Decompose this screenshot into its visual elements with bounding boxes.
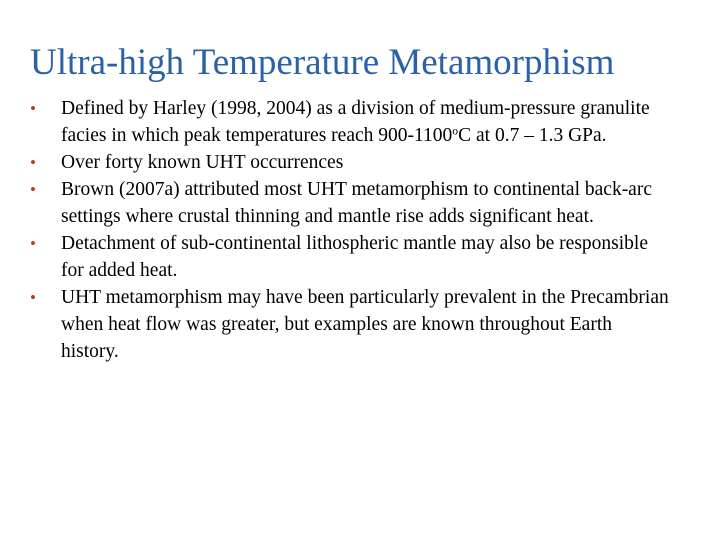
degree-symbol: o [452,124,459,138]
bullet-item [30,95,670,149]
bullet-item [30,284,670,365]
bullet-marker-icon: • [30,153,36,172]
bullet-item [30,230,670,284]
bullet-text [61,95,670,149]
bullet-text-part: C at 0.7 – 1.3 GPa. [458,125,607,146]
bullet-marker-icon: • [30,99,36,118]
bullet-text: Over forty known UHT occurrences [61,152,344,173]
bullet-list [30,95,670,365]
bullet-text-part: Defined by Harley (1998, 2004) as a division of medium-pressure granulite facies in which peak temperatures reach 900-1100 [61,98,650,146]
bullet-item [30,149,670,176]
slide-title: Ultra-high Temperature Metamorphism [30,42,615,83]
bullet-item [30,176,670,230]
bullet-text: UHT metamorphism may have been particularly prevalent in the Precambrian when heat flow was greater, but examples are known throughout Earth history. [61,287,669,362]
bullet-marker-icon: • [30,288,36,307]
bullet-marker-icon: • [30,180,36,199]
bullet-text: Detachment of sub-continental lithospheric mantle may also be responsible for added heat. [61,233,648,281]
bullet-text: Brown (2007a) attributed most UHT metamorphism to continental back-arc settings where crustal thinning and mantle rise adds significant heat. [61,179,652,227]
bullet-marker-icon: • [30,234,36,253]
